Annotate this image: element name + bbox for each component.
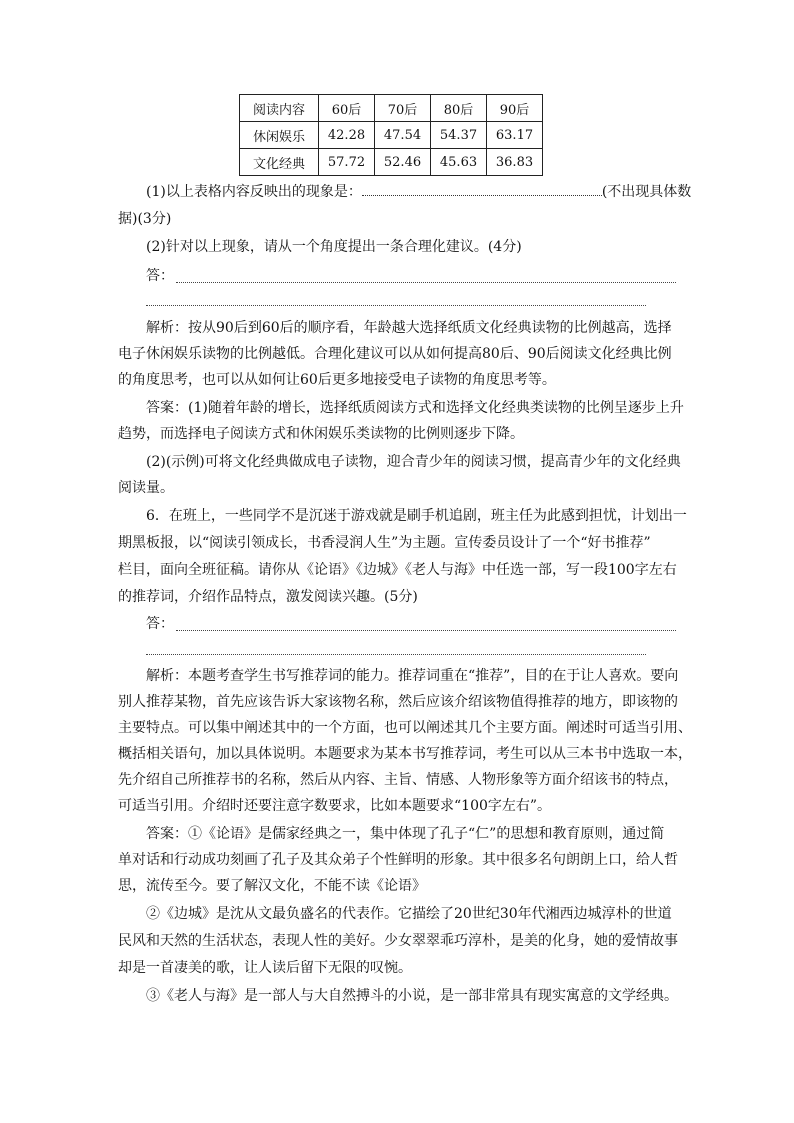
table-row: [240, 149, 543, 176]
table-header-row: [240, 95, 543, 122]
answer-line[interactable]: [176, 282, 676, 283]
table-header-cell: 70后: [375, 95, 431, 122]
table-cell: 45.63: [431, 149, 487, 176]
answer-line[interactable]: [146, 654, 646, 655]
answer-text-line: 单对话和行动成功刻画了孔子及其众弟子个性鲜明的形象。其中很多名句朗朗上口，给人哲: [118, 852, 678, 868]
table-row: [240, 122, 543, 149]
question-1-prefix: (1)以上表格内容反映出的现象是：: [146, 184, 362, 200]
analysis-line: 主要特点。可以集中阐述其中的一个方面，也可以阐述其几个主要方面。阐述时可适当引用、: [118, 720, 692, 736]
answer-text-line: 却是一首凄美的歌，让人读后留下无限的叹惋。: [118, 960, 412, 976]
answer-text-line: ③《老人与海》是一部人与大自然搏斗的小说，是一部非常具有现实寓意的文学经典。: [146, 988, 678, 1004]
table-cell: 47.54: [375, 122, 431, 149]
answer-text-line: 趋势，而选择电子阅读方式和休闲娱乐类读物的比例则逐步下降。: [118, 426, 524, 442]
answer-text-line: 思，流传至今。要了解汉文化，不能不读《论语》: [118, 878, 426, 894]
question-6-line: 的推荐词，介绍作品特点，激发阅读兴趣。(5分): [118, 589, 418, 605]
analysis-line: 解析：本题考查学生书写推荐词的能力。推荐词重在“推荐”，目的在于让人喜欢。要向: [146, 668, 679, 684]
question-1-suffix: (不出现具体数: [601, 184, 692, 200]
table-cell: 54.37: [431, 122, 487, 149]
table-cell: 52.46: [375, 149, 431, 176]
answer-text-line: 民风和天然的生活状态，表现人性的美好。少女翠翠乖巧淳朴，是美的化身，她的爱情故事: [118, 933, 678, 949]
table-header-cell: 阅读内容: [240, 95, 319, 122]
question-2: (2)针对以上现象，请从一个角度提出一条合理化建议。(4分): [146, 239, 522, 255]
question-6-line: 6．在班上，一些同学不是沉迷于游戏就是刷手机追剧，班主任为此感到担忧，计划出一: [146, 508, 687, 524]
table-header-cell: 90后: [487, 95, 543, 122]
table-cell: 42.28: [319, 122, 375, 149]
answer-text-line: ②《边城》是沈从文最负盛名的代表作。它描绘了20世纪30年代湘西边城淳朴的世道: [146, 906, 672, 922]
row-label: 文化经典: [240, 149, 319, 176]
question-6-line: 期黑板报，以“阅读引领成长，书香浸润人生”为主题。宣传委员设计了一个“好书推荐”: [118, 535, 651, 551]
row-label: 休闲娱乐: [240, 122, 319, 149]
question-1-blank[interactable]: [362, 182, 602, 196]
table-header-cell: 80后: [431, 95, 487, 122]
table-cell: 36.83: [487, 149, 543, 176]
answer-text-line: 答案：①《论语》是儒家经典之一，集中体现了孔子“仁”的思想和教育原则，通过简: [146, 826, 665, 842]
answer-line[interactable]: [146, 305, 646, 306]
answer-text-line: 阅读量。: [118, 480, 174, 496]
question-6-line: 栏目，面向全班征稿。请你从《论语》《边城》《老人与海》中任选一部，写一段100字左右: [118, 562, 677, 578]
answer-label: 答：: [146, 616, 174, 632]
analysis-line: 概括相关语句，加以具体说明。本题要求为某本书写推荐词，考生可以从三本书中选取一本，: [118, 746, 692, 762]
analysis-line: 解析：按从90后到60后的顺序看，年龄越大选择纸质文化经典读物的比例越高，选择: [146, 320, 672, 336]
table-cell: 63.17: [487, 122, 543, 149]
analysis-line: 的角度思考，也可以从如何让60后更多地接受电子读物的角度思考等。: [118, 372, 556, 388]
table-header-cell: 60后: [319, 95, 375, 122]
answer-label: 答：: [146, 268, 174, 284]
reading-content-table: [239, 94, 543, 176]
analysis-line: 可适当引用。介绍时还要注意字数要求，比如本题要求“100字左右”。: [118, 798, 552, 814]
answer-line[interactable]: [176, 630, 676, 631]
question-1: [146, 182, 692, 202]
analysis-line: 电子休闲娱乐读物的比例越低。合理化建议可以从如何提高80后、90后阅读文化经典比例: [118, 346, 672, 362]
table-cell: 57.72: [319, 149, 375, 176]
answer-text-line: (2)(示例)可将文化经典做成电子读物，迎合青少年的阅读习惯，提高青少年的文化经典: [146, 454, 681, 470]
answer-text-line: 答案：(1)随着年龄的增长，选择纸质阅读方式和选择文化经典类读物的比例呈逐步上升: [146, 400, 684, 416]
question-1-cont: 据)(3分): [118, 211, 172, 227]
analysis-line: 别人推荐某物，首先应该告诉大家该物名称，然后应该介绍该物值得推荐的地方，即该物的: [118, 694, 678, 710]
analysis-line: 先介绍自己所推荐书的名称，然后从内容、主旨、情感、人物形象等方面介绍该书的特点，: [118, 772, 678, 788]
